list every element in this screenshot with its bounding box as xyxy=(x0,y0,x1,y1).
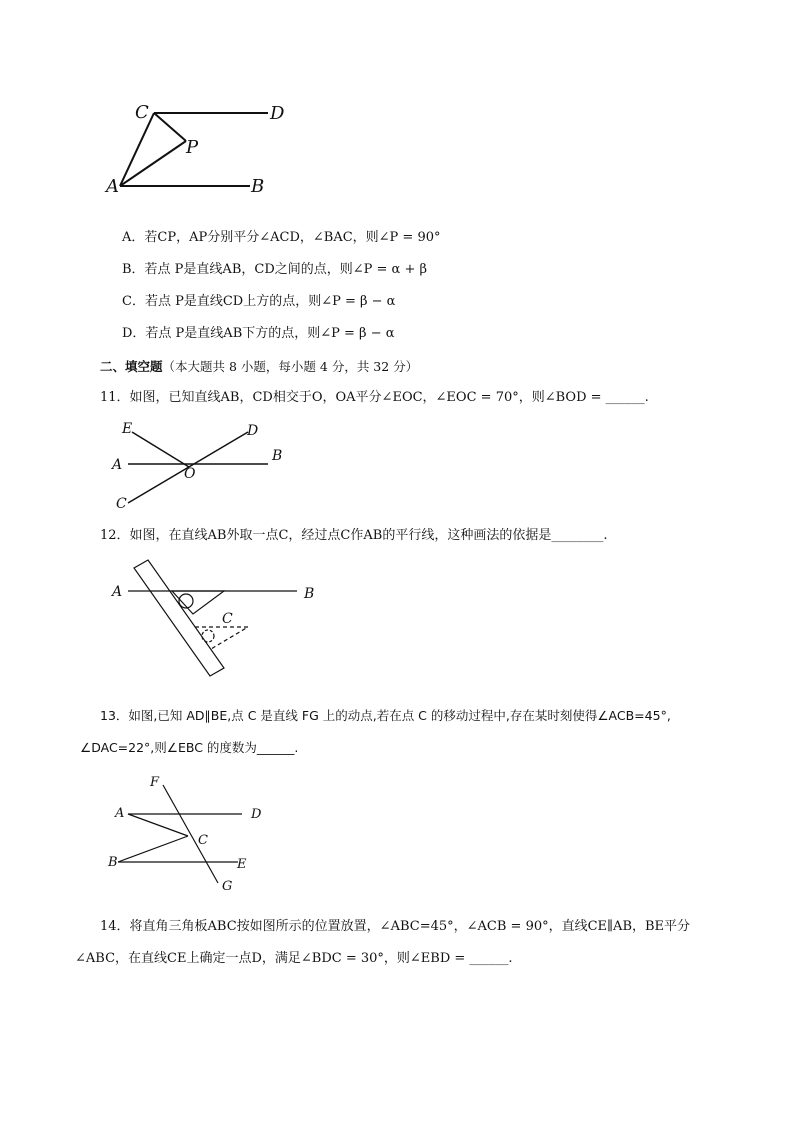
label-b: B xyxy=(304,586,315,602)
label-a: A xyxy=(112,584,123,600)
label-d: D xyxy=(270,103,285,124)
segment-cp xyxy=(154,113,186,141)
figure-q10 xyxy=(100,95,300,205)
label-b: B xyxy=(251,176,265,197)
option-a: A．若CP，AP分别平分∠ACD，∠BAC，则∠P = 90° xyxy=(122,230,441,245)
option-d: D．若点 P是直线AB下方的点，则∠P = β − α xyxy=(122,326,395,341)
label-a: A xyxy=(106,176,119,197)
label-f: F xyxy=(150,775,160,790)
question-13-line-2: ∠DAC=22°,则∠EBC 的度数为______. xyxy=(80,740,299,755)
set-square-top xyxy=(172,591,224,614)
ray-oe xyxy=(132,432,189,467)
line-fg xyxy=(163,785,218,883)
ruler xyxy=(134,560,224,676)
question-12: 12．如图，在直线AB外取一点C，经过点C作AB的平行线，这种画法的依据是________. xyxy=(100,528,608,543)
question-14-line-1: 14．将直角三角板ABC按如图所示的位置放置，∠ABC=45°，∠ACB = 90°，直线CE∥AB，BE平分 xyxy=(100,919,691,934)
label-o: O xyxy=(184,466,196,482)
label-b: B xyxy=(108,855,118,870)
section-heading xyxy=(100,357,418,375)
figure-q13 xyxy=(100,770,280,895)
label-e: E xyxy=(237,857,247,872)
section-subtitle: （本大题共 8 小题，每小题 4 分，共 32 分） xyxy=(162,359,419,374)
label-a: A xyxy=(112,457,123,473)
segment-ac xyxy=(128,814,188,836)
option-b: B．若点 P是直线AB，CD之间的点，则∠P = α + β xyxy=(122,262,427,277)
label-c: C xyxy=(198,833,208,848)
label-d: D xyxy=(247,423,259,439)
label-a: A xyxy=(115,806,125,821)
label-d: D xyxy=(251,807,262,822)
option-c: C．若点 P是直线CD上方的点，则∠P = β − α xyxy=(122,294,396,309)
label-g: G xyxy=(222,879,233,894)
section-title: 二、填空题 xyxy=(100,359,163,374)
question-11: 11．如图，已知直线AB，CD相交于O，OA平分∠EOC，∠EOC = 70°，则∠BOD = ______. xyxy=(100,390,649,405)
label-c: C xyxy=(222,611,233,627)
question-14-line-2: ∠ABC，在直线CE上确定一点D，满足∠BDC = 30°，则∠EBD = ______. xyxy=(75,951,513,966)
figure-q11 xyxy=(100,418,300,518)
label-c: C xyxy=(116,496,127,512)
label-e: E xyxy=(122,421,133,437)
label-c: C xyxy=(135,102,149,123)
label-b: B xyxy=(272,448,283,464)
label-p: P xyxy=(186,137,199,158)
question-13-line-1: 13．如图,已知 AD∥BE,点 C 是直线 FG 上的动点,若在点 C 的移动过程中,存在某时刻使得∠ACB=45°, xyxy=(100,708,671,723)
figure-q12 xyxy=(100,556,330,686)
segment-bc xyxy=(118,836,188,862)
